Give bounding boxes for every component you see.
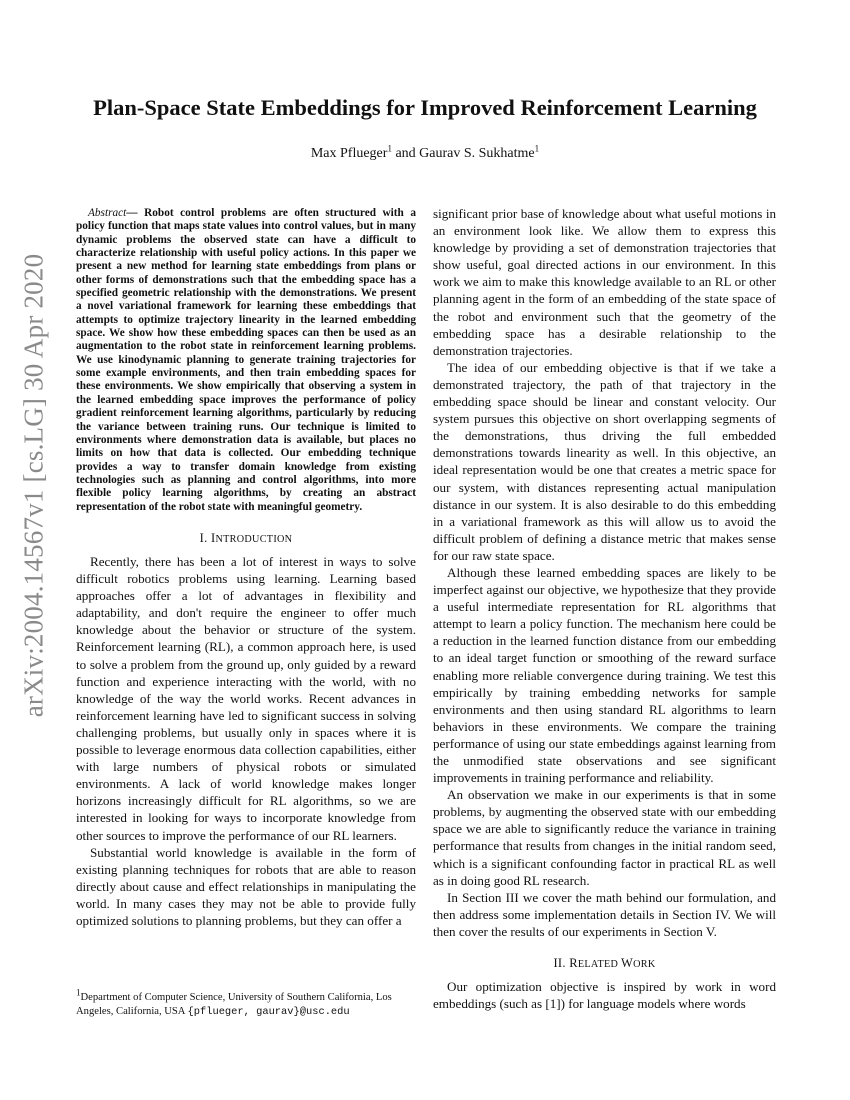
paper-title: Plan-Space State Embeddings for Improved Reinforcement Learning xyxy=(93,95,757,120)
section-numeral: II. xyxy=(553,956,570,971)
intro-paragraph: Substantial world knowledge is available in the form of existing planning techniques for robots that are able to reason directly about cause and effect relationships in manipulating the world. In many cases they may not be able to provide fully optimized solutions to planning problems, but they can offer a xyxy=(76,844,416,928)
affiliation-mark: 1 xyxy=(387,143,392,154)
section-heading-rest: ORK xyxy=(633,959,656,971)
related-work-paragraph: Our optimization objective is inspired by work in word embeddings (such as [1]) for language models where words xyxy=(433,979,776,1012)
intro-paragraph: The idea of our embedding objective is that if we take a demonstrated trajectory, the path of that trajectory in the embedding space should be linear and constant velocity. Our system pursues this objective on short overlapping segments of the demonstrations, thus driving the full embedded demonstrations towards linearity as well. In this objective, an ideal representation would be one that creates a metric space for our system, with distances representing actual manipulation distance in our system. It is also desirable to do this embedding in a variational framework as this will allow us to avoid the difficult problem of defining a distance metric that makes sense for our raw state space. xyxy=(433,359,776,563)
right-column xyxy=(433,205,776,1012)
section-heading-related-work xyxy=(433,955,776,973)
section-heading-initial: R xyxy=(569,956,578,971)
arxiv-stamp-text: arXiv:2004.14567v1 [cs.LG] 30 Apr 2020 xyxy=(18,253,49,717)
author-joiner: and xyxy=(391,146,420,161)
author-name: Gaurav S. Sukhatme xyxy=(419,146,535,161)
author-emails: {pflueger, gaurav}@usc.edu xyxy=(187,1005,350,1018)
abstract-label: Abstract xyxy=(88,207,127,219)
intro-continuation-paragraph: significant prior base of knowledge about what useful motions in an environment look like. We allow them to express this knowledge by providing a set of demonstration trajectories that show useful, goal directed actions in our environment. In this work we aim to make this knowledge available to an RL or other planning agent in the form of an embedding of the state space of the robot and environment such that the geometry of the embedding space has a desirable relationship to the demonstration trajectories. xyxy=(433,206,776,358)
intro-paragraph: Recently, there has been a lot of interest in ways to solve difficult robotics problems using learning. Learning based approaches offer a lot of advantages in flexibility and adaptability, and don't require the engineer to offer much knowledge about the behavior or structure of the system. Reinforcement learning (RL), a common approach here, is used to solve a problem from the ground up, only guided by a reward function and experience interacting with the world, with no knowledge of the way the world works. Recent advances in reinforcement learning have led to significant success in solving challenging problems, but usually only in spaces where it is possible to leverage enormous data collection capabilities, either with large numbers of physical robots or simulated environments. A lack of world knowledge makes longer horizons increasingly difficult for RL algorithms, so we are interested in looking for ways to incorporate knowledge from other sources to improve the performance of our RL learners. xyxy=(76,554,416,843)
abstract-text: Robot control problems are often structured with a policy function that maps state values into control values, but in many dynamic problems the observed state can have a difficult to characterize relationship with useful policy actions. In this paper we present a new method for learning state embeddings from plans or other forms of demonstrations such that the embedding space has a specified geometric relationship with the demonstrations. We present a novel variational framework for learning these embeddings that attempts to optimize trajectory linearity in the learned embedding space. We show how these embedding spaces can then be used as an augmentation to the robot state in reinforcement learning problems. We use kinodynamic planning to generate training trajectories for some example environments, and then train embedding spaces for these environments. We show empirically that observing a system in the learned embedding space improves the performance of policy gradient reinforcement learning algorithms, particularly by reducing the variance between training runs. Our technique is limited to environments where demonstration data is available, but places no limits on how that data is collected. Our embedding technique provides a way to transfer domain knowledge from existing technologies such as planning and control algorithms, into more flexible policy learning algorithms, by creating an abstract representation of the robot state with meaningful geometry. xyxy=(76,207,416,513)
arxiv-identifier-stamp xyxy=(14,253,54,717)
intro-paragraph: An observation we make in our experiments is that in some problems, by augmenting the observed state with our embedding space we are able to significantly reduce the variance in training performance that results from changes in the initial random seed, which is a significant confounding factor in practical RL as well as in doing good RL research. xyxy=(433,787,776,888)
abstract xyxy=(76,207,416,514)
left-column xyxy=(76,207,416,929)
section-heading-introduction xyxy=(76,530,416,548)
affiliation-mark: 1 xyxy=(534,143,540,154)
footnote-mark: 1 xyxy=(76,987,81,998)
affiliation-footnote xyxy=(76,987,421,1019)
intro-paragraph: In Section III we cover the math behind our formulation, and then address some implementation details in Section IV. We will then cover the results of our experiments in Section V. xyxy=(433,889,776,939)
section-heading-rest: NTRODUCTION xyxy=(215,533,293,545)
author-line xyxy=(60,143,790,162)
section-numeral: I. xyxy=(199,530,211,545)
abstract-dash: — xyxy=(126,207,145,219)
author-name: Max Pflueger xyxy=(310,146,388,161)
section-heading-initial: W xyxy=(621,956,634,971)
intro-paragraph: Although these learned embedding spaces are likely to be imperfect against our objective, we hypothesize that they provide a useful intermediate representation for RL algorithms that attempt to learn a policy function. The mechanism here could be a reduction in the learned function distance from our embedding to an ideal target function or smoothing of the reward surface enabling more reliable convergence during training. We test this empirically by training embedding networks for sample environments and then using standard RL algorithms to learn behaviors in these environments. We compare the training performance of using our state embeddings against learning from the unmodified state observations and see significant improvements in training performance and reliability. xyxy=(433,564,776,786)
section-heading-rest: ELATED xyxy=(577,959,621,971)
footnote-text: Department of Computer Science, University of Southern California, Los Angeles, California, USA xyxy=(76,992,392,1017)
section-heading-initial: I xyxy=(210,530,216,545)
